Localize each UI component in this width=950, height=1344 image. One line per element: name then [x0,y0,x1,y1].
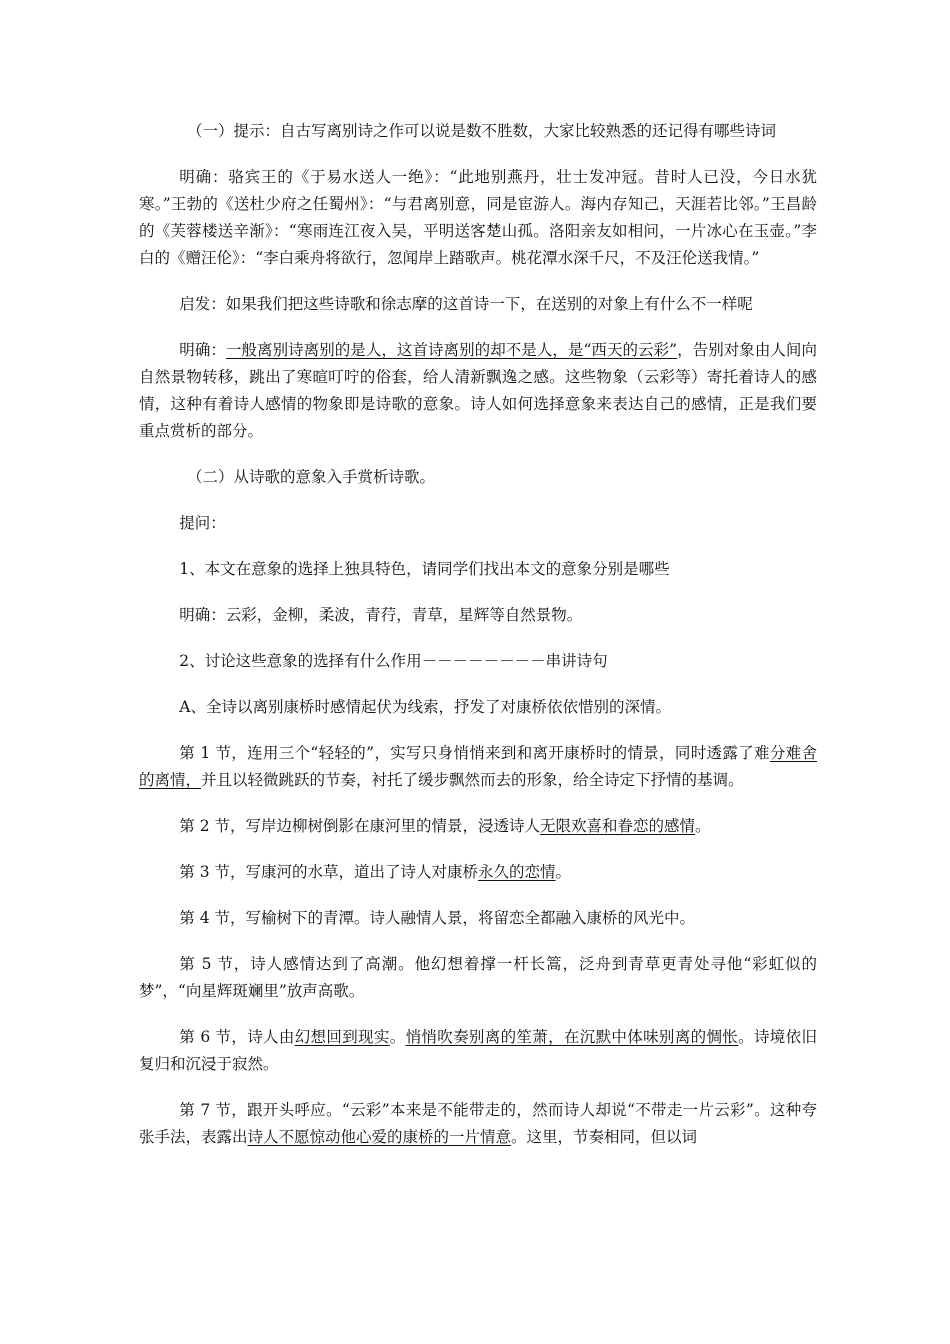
paragraph-text: 。 [389,1028,406,1046]
paragraph-text: 明确： [179,341,226,359]
underlined-text: 诗人不愿惊动他心爱的康桥的一片情意 [247,1128,512,1146]
paragraph-p1 [139,118,817,145]
paragraph-p12 [139,813,817,840]
document-body [139,118,817,1170]
paragraph-text: 第 3 节，写康河的水草，道出了诗人对康桥 [179,863,479,881]
paragraph-text: 2、讨论这些意象的选择有什么作用－－－－－－－－串讲诗句 [179,652,608,670]
paragraph-text: 第 2 节，写岸边柳树倒影在康河里的情景，浸透诗人 [179,817,541,835]
paragraph-text: 明确：骆宾王的《于易水送人一绝》：“此地别燕丹，壮士发冲冠。昔时人已没，今日水犹寒。”王勃的《送杜少府之任蜀州》：“与君离别意，同是宦游人。海内存知己，天涯若比邻。”王昌龄的《芙蓉楼送辛渐》：“寒雨连江夜入吴，平明送客楚山孤。洛阳亲友如相问，一片冰心在玉壶。”李白的《赠汪伦》：“李白乘舟将欲行，忽闻岸上踏歌声。桃花潭水深千尺，不及汪伦送我情。” [139,168,817,267]
paragraph-text: 并且以轻微跳跃的节奏，衬托了缓步飘然而去的形象，给全诗定下抒情的基调。 [201,771,744,789]
paragraph-text: 。 [555,863,572,881]
paragraph-p2 [139,164,817,272]
underlined-text: 无限欢喜和眷恋的感情 [540,817,696,835]
paragraph-text: 第 7 节，跟开头呼应。“云彩”本来是不能带走的，然而诗人却说“不带走一片云彩”。这种夸张手法，表露出 [139,1101,817,1146]
paragraph-text: 第 4 节，写榆树下的青潭。诗人融情人景，将留恋全都融入康桥的风光中。 [179,909,696,927]
paragraph-p16 [139,1024,817,1078]
paragraph-p8 [139,602,817,629]
underlined-text: 分难舍的离情， [139,744,817,789]
underlined-text: 一般离别诗离别的是人，这首诗离别的却不是人，是“西天的云彩” [225,341,678,359]
paragraph-p11 [139,740,817,794]
paragraph-p13 [139,859,817,886]
paragraph-p17 [139,1097,817,1151]
paragraph-p6 [139,510,817,537]
paragraph-p10 [139,694,817,721]
paragraph-text: 启发：如果我们把这些诗歌和徐志摩的这首诗一下，在送别的对象上有什么不一样呢 [179,295,753,313]
paragraph-text: 。这里，节奏相同，但以词 [511,1128,698,1146]
paragraph-p14 [139,905,817,932]
paragraph-text: （二）从诗歌的意象入手赏析诗歌。 [187,468,436,486]
paragraph-text: 。 [695,817,711,835]
paragraph-text: 提问： [179,514,226,532]
underlined-text: 永久的恋情 [478,863,556,881]
paragraph-text: 。诗境依旧复归和沉浸于寂然。 [139,1028,817,1073]
underlined-text: 悄悄吹奏别离的笙萧，在沉默中体味别离的惆怅 [405,1028,739,1046]
paragraph-text: 第 1 节，连用三个“轻轻的”，实写只身悄悄来到和离开康桥时的情景，同时透露了难 [179,744,770,762]
paragraph-text: 1、本文在意象的选择上独具特色，请同学们找出本文的意象分别是哪些 [179,560,670,578]
paragraph-text: （一）提示：自古写离别诗之作可以说是数不胜数，大家比较熟悉的还记得有哪些诗词 [187,122,777,140]
paragraph-p7 [139,556,817,583]
paragraph-p5 [139,464,817,491]
paragraph-p9 [139,648,817,675]
paragraph-p4 [139,337,817,445]
paragraph-p15 [139,951,817,1005]
paragraph-text: A、全诗以离别康桥时感情起伏为线索，抒发了对康桥依依惜别的深情。 [179,698,671,716]
paragraph-text: 明确：云彩，金柳，柔波，青荇，青草，星辉等自然景物。 [179,606,583,624]
paragraph-text: 第 5 节，诗人感情达到了高潮。他幻想着撑一杆长篙，泛舟到青草更青处寻他“彩虹似的梦”，“向星辉斑斓里”放声高歌。 [139,955,817,1000]
paragraph-text: ，告别对象由人间向自然景物转移，跳出了寒暄叮咛的俗套，给人清新飘逸之感。这些物象（云彩等）寄托着诗人的感情，这种有着诗人感情的物象即是诗歌的意象。诗人如何选择意象来表达自己的感情，正是我们要重点赏析的部分。 [139,341,817,440]
paragraph-text: 第 6 节，诗人由 [179,1028,295,1046]
paragraph-p3 [139,291,817,318]
underlined-text: 幻想回到现实 [294,1028,390,1046]
